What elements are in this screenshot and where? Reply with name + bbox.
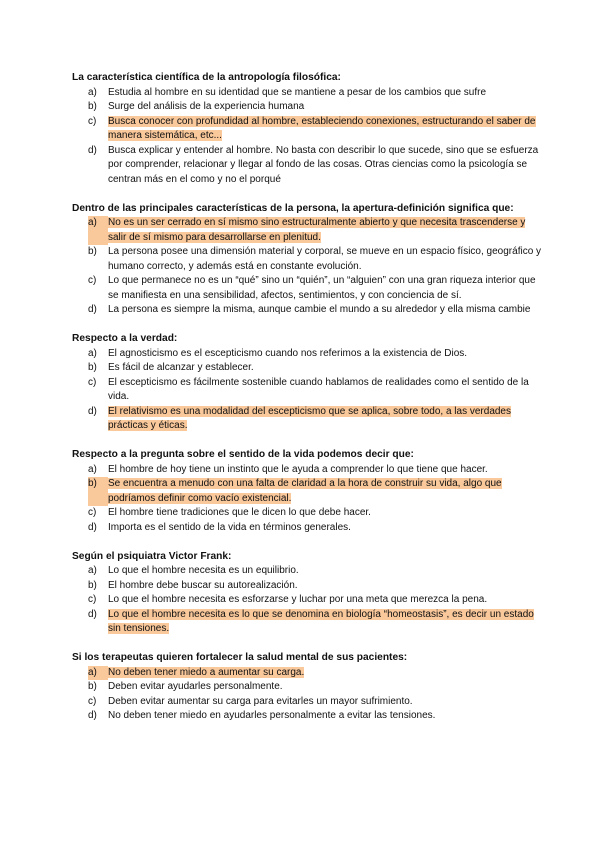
- question-block: [72, 202, 542, 318]
- answer-option-highlighted: [72, 115, 542, 144]
- option-label: c): [88, 507, 97, 518]
- answer-option: [72, 564, 542, 579]
- option-text: No deben tener miedo en ayudarles personalmente a evitar las tensiones.: [108, 710, 436, 721]
- option-text: Deben evitar aumentar su carga para evitarles un mayor sufrimiento.: [108, 695, 413, 707]
- question-block: [72, 550, 542, 637]
- option-text: Deben evitar ayudarles personalmente.: [108, 681, 283, 692]
- question-block: [72, 332, 542, 434]
- answer-option: [72, 521, 542, 536]
- answer-option-highlighted: [72, 666, 542, 681]
- option-text: Busca conocer con profundidad al hombre, estableciendo conexiones, estructurando el saber de manera sistemática, etc...: [108, 115, 536, 141]
- option-label: c): [88, 695, 97, 707]
- document-body: [72, 71, 542, 738]
- question-title: Según el psiquiatra Victor Frank:: [72, 550, 232, 562]
- answer-option: [72, 506, 542, 521]
- option-label: b): [88, 681, 97, 692]
- answer-option: [72, 303, 542, 318]
- question-block: [72, 71, 542, 187]
- answer-option-highlighted: [72, 216, 542, 245]
- option-text: El relativismo es una modalidad del escepticismo que se aplica, sobre todo, a las verdades prácticas y éticas.: [108, 405, 511, 431]
- option-text: La persona es siempre la misma, aunque cambie el mundo a su alrededor y ella misma cambie: [108, 304, 531, 315]
- option-text: El agnosticismo es el escepticismo cuando nos referimos a la existencia de Dios.: [108, 347, 468, 359]
- option-text: El hombre de hoy tiene un instinto que le ayuda a comprender lo que tiene que hacer.: [108, 463, 488, 475]
- answer-option: [72, 695, 542, 710]
- answer-option-highlighted: [72, 608, 542, 637]
- option-text: Importa es el sentido de la vida en términos generales.: [108, 521, 351, 533]
- option-text: El hombre debe buscar su autorealización.: [108, 579, 298, 591]
- question-title: Respecto a la verdad:: [72, 333, 178, 344]
- answer-option: [72, 245, 542, 274]
- answer-option: [72, 709, 542, 724]
- question-block: [72, 448, 542, 535]
- option-label: a): [88, 86, 97, 98]
- option-text: El escepticismo es fácilmente sostenible cuando hablamos de realidades como el sentido de la vida.: [108, 376, 529, 402]
- answer-option-highlighted: [72, 405, 542, 434]
- option-label: b): [88, 246, 97, 257]
- option-text: No es un ser cerrado en sí mismo sino estructuralmente abierto y que necesita trascenderse y salir de sí mismo para desarrollarse en plenitud.: [108, 217, 526, 243]
- answer-option: [72, 274, 542, 303]
- option-label: d): [88, 405, 97, 417]
- answer-option: [72, 144, 542, 188]
- answer-option: [72, 86, 542, 101]
- option-label: b): [88, 101, 97, 112]
- option-label: c): [88, 594, 97, 605]
- option-text: Lo que el hombre necesita es lo que se denomina en biología “homeostasis”, es decir un estado sin tensiones.: [108, 608, 534, 634]
- option-label: d): [88, 521, 97, 533]
- option-text: El hombre tiene tradiciones que le dicen lo que debe hacer.: [108, 507, 371, 518]
- option-label: a): [88, 565, 97, 576]
- answer-option: [72, 593, 542, 608]
- option-text: Surge del análisis de la experiencia humana: [108, 101, 305, 112]
- question-title: Dentro de las principales características de la persona, la apertura-definición significa que:: [72, 202, 514, 214]
- option-text: Estudia al hombre en su identidad que se mantiene a pesar de los cambios que sufre: [108, 86, 487, 98]
- option-label: b): [88, 362, 97, 373]
- option-label: b): [88, 477, 108, 506]
- option-text: Lo que el hombre necesita es un equilibrio.: [108, 565, 299, 576]
- answer-option: [72, 376, 542, 405]
- question-title: Respecto a la pregunta sobre el sentido de la vida podemos decir que:: [72, 449, 414, 460]
- option-text: Es fácil de alcanzar y establecer.: [108, 362, 254, 373]
- answer-option: [72, 463, 542, 478]
- option-text: Se encuentra a menudo con una falta de claridad a la hora de construir su vida, algo que podríamos definir como vacío existencial.: [108, 478, 502, 504]
- option-label: c): [88, 376, 97, 388]
- option-label: c): [88, 115, 97, 127]
- answer-option: [72, 680, 542, 695]
- answer-option: [72, 347, 542, 362]
- option-text: Busca explicar y entender al hombre. No basta con describir lo que sucede, sino que se esfuerza por comprender, relacionar y llegar al fondo de las cosas. Otras ciencias como la psicología se centran más en el como y no el porqué: [108, 144, 539, 185]
- answer-option: [72, 361, 542, 376]
- option-label: d): [88, 608, 97, 620]
- option-label: a): [88, 216, 108, 245]
- option-text: Lo que permanece no es un “qué” sino un “quién”, un “alguien” con una gran riqueza interior que se manifiesta en una sensibilidad, afectos, sentimientos, y con conciencia de sí.: [108, 275, 536, 301]
- option-label: c): [88, 275, 97, 286]
- option-label: d): [88, 144, 97, 156]
- question-block: [72, 651, 542, 724]
- answer-option: [72, 579, 542, 594]
- option-text: No deben tener miedo a aumentar su carga.: [108, 666, 305, 678]
- question-title: La característica científica de la antropología filosófica:: [72, 72, 341, 83]
- option-text: Lo que el hombre necesita es esforzarse y luchar por una meta que merezca la pena.: [108, 594, 488, 605]
- option-label: d): [88, 710, 97, 721]
- option-label: d): [88, 304, 97, 315]
- answer-option-highlighted: [72, 477, 542, 506]
- option-text: La persona posee una dimensión material y corporal, se mueve en un espacio físico, geográfico y humano correcto, y además está en constante evolución.: [108, 246, 542, 272]
- answer-option: [72, 100, 542, 115]
- option-label: b): [88, 579, 97, 591]
- option-label: a): [88, 666, 108, 681]
- option-label: a): [88, 463, 97, 475]
- question-title: Si los terapeutas quieren fortalecer la salud mental de sus pacientes:: [72, 652, 408, 663]
- option-label: a): [88, 347, 97, 359]
